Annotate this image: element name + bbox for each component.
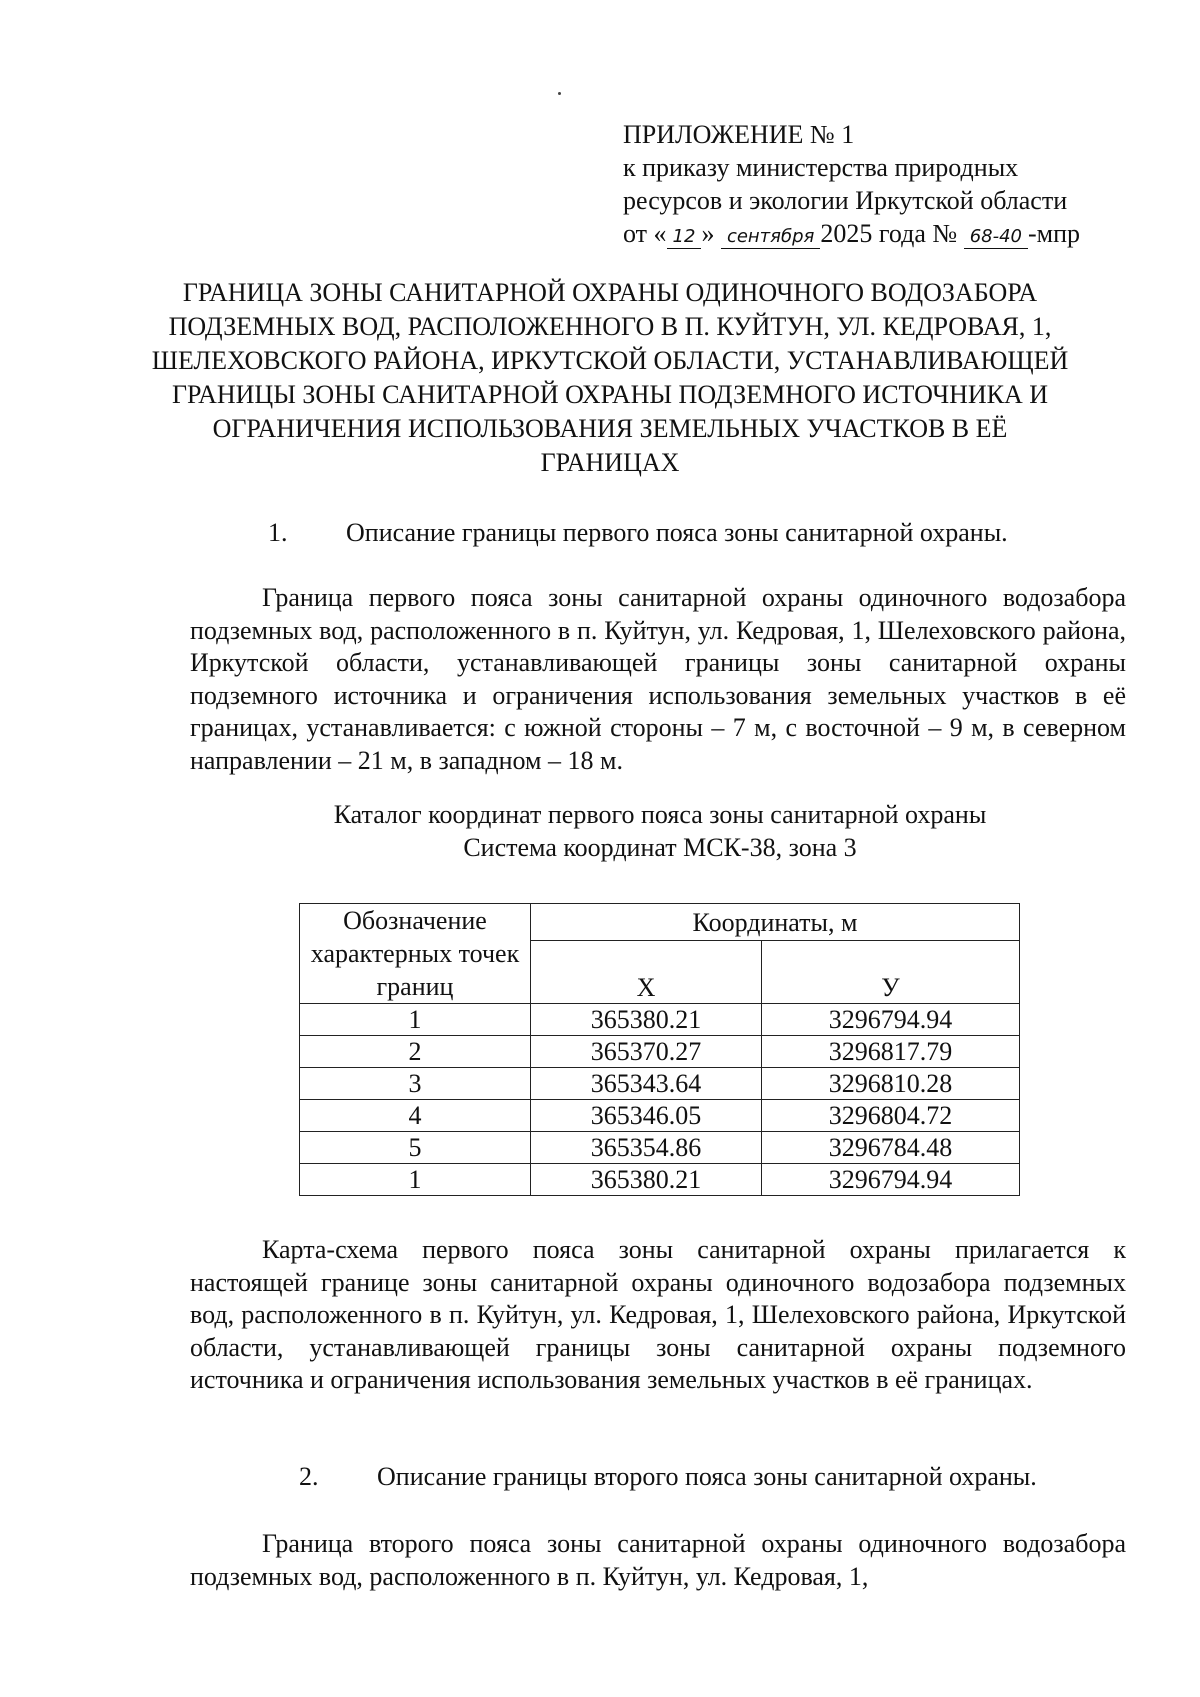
x-cell: 365380.21 — [531, 1164, 762, 1196]
catalog-caption-line2: Система координат МСК-38, зона 3 — [463, 833, 857, 862]
section-2-paragraph: Граница второго пояса зоны санитарной охраны одиночного водозабора подземных вод, расположенного в п. Куйтун, ул. Кедровая, 1, — [190, 1529, 1126, 1591]
x-cell: 365380.21 — [531, 1004, 762, 1036]
x-cell: 365354.86 — [531, 1132, 762, 1164]
section-2-number: 2. — [299, 1462, 319, 1491]
handwritten-month: сентября — [721, 226, 820, 249]
y-cell: 3296817.79 — [762, 1036, 1020, 1068]
table-row — [300, 1100, 1020, 1132]
date-prefix: от « — [623, 219, 667, 248]
x-cell: 365343.64 — [531, 1068, 762, 1100]
point-cell: 2 — [300, 1036, 531, 1068]
handwritten-order-number: 68-40 — [964, 226, 1028, 249]
coordinates-table — [299, 903, 1020, 1196]
y-cell: 3296810.28 — [762, 1068, 1020, 1100]
section-2-heading-text: Описание границы второго пояса зоны санитарной охраны. — [377, 1462, 1037, 1491]
section-2-heading — [299, 1460, 1037, 1494]
point-cell: 5 — [300, 1132, 531, 1164]
section-1-paragraph: Граница первого пояса зоны санитарной охраны одиночного водозабора подземных вод, расположенного в п. Куйтун, ул. Кедровая, 1, Шелеховского района, Иркутской области, устанавливающей границы зоны санитарной охраны подземного источника и ограничения использования земельных участков в её границах, устанавливается: с южной стороны – 7 м, с восточной – 9 м, в северном направлении – 21 м, в западном – 18 м. — [190, 583, 1126, 775]
section-1-number: 1. — [268, 518, 288, 547]
scan-speck — [558, 92, 561, 95]
date-quote: » — [701, 219, 721, 248]
date-suffix: -мпр — [1028, 219, 1081, 248]
annex-block — [623, 118, 1080, 250]
catalog-caption — [300, 798, 1020, 864]
section-1-heading-text: Описание границы первого пояса зоны санитарной охраны. — [346, 518, 1008, 547]
header-point-label: Обозначение характерных точек границ — [300, 904, 531, 1004]
date-mid: 2025 года № — [820, 219, 958, 248]
y-cell: 3296794.94 — [762, 1164, 1020, 1196]
map-note-paragraph: Карта-схема первого пояса зоны санитарной охраны прилагается к настоящей границе зоны санитарной охраны одиночного водозабора подземных вод, расположенного в п. Куйтун, ул. Кедровая, 1, Шелеховского района, Иркутской области, устанавливающей границы зоны санитарной охраны подземного источника и ограничения использования земельных участков в её границах. — [190, 1235, 1126, 1394]
catalog-caption-line1: Каталог координат первого пояса зоны санитарной охраны — [333, 800, 987, 829]
table-row — [300, 1132, 1020, 1164]
section-1-heading — [268, 516, 1008, 550]
x-cell: 365346.05 — [531, 1100, 762, 1132]
y-cell: 3296804.72 — [762, 1100, 1020, 1132]
annex-line-order: к приказу министерства природных — [623, 153, 1019, 182]
x-cell: 365370.27 — [531, 1036, 762, 1068]
handwritten-day: 12 — [667, 226, 702, 249]
y-cell: 3296794.94 — [762, 1004, 1020, 1036]
point-cell: 1 — [300, 1004, 531, 1036]
header-coordinates: Координаты, м — [531, 904, 1020, 941]
annex-date-line — [623, 217, 1080, 250]
annex-title: ПРИЛОЖЕНИЕ № 1 — [623, 120, 855, 149]
annex-line-ministry: ресурсов и экологии Иркутской области — [623, 186, 1068, 215]
point-cell: 4 — [300, 1100, 531, 1132]
table-row — [300, 1164, 1020, 1196]
table-row — [300, 1036, 1020, 1068]
point-cell: 3 — [300, 1068, 531, 1100]
header-y: У — [762, 941, 1020, 1004]
document-title: ГРАНИЦА ЗОНЫ САНИТАРНОЙ ОХРАНЫ ОДИНОЧНОГО ВОДОЗАБОРА ПОДЗЕМНЫХ ВОД, РАСПОЛОЖЕННОГО В П. КУЙТУН, УЛ. КЕДРОВАЯ, 1, ШЕЛЕХОВСКОГО РАЙОНА, ИРКУТСКОЙ ОБЛАСТИ, УСТАНАВЛИВАЮЩЕЙ ГРАНИЦЫ ЗОНЫ САНИТАРНОЙ ОХРАНЫ ПОДЗЕМНОГО ИСТОЧНИКА И ОГРАНИЧЕНИЯ ИСПОЛЬЗОВАНИЯ ЗЕМЕЛЬНЫХ УЧАСТКОВ В ЕЁ ГРАНИЦАХ — [151, 278, 1069, 477]
y-cell: 3296784.48 — [762, 1132, 1020, 1164]
header-x: Х — [531, 941, 762, 1004]
table-row — [300, 1004, 1020, 1036]
table-row — [300, 1068, 1020, 1100]
point-cell: 1 — [300, 1164, 531, 1196]
